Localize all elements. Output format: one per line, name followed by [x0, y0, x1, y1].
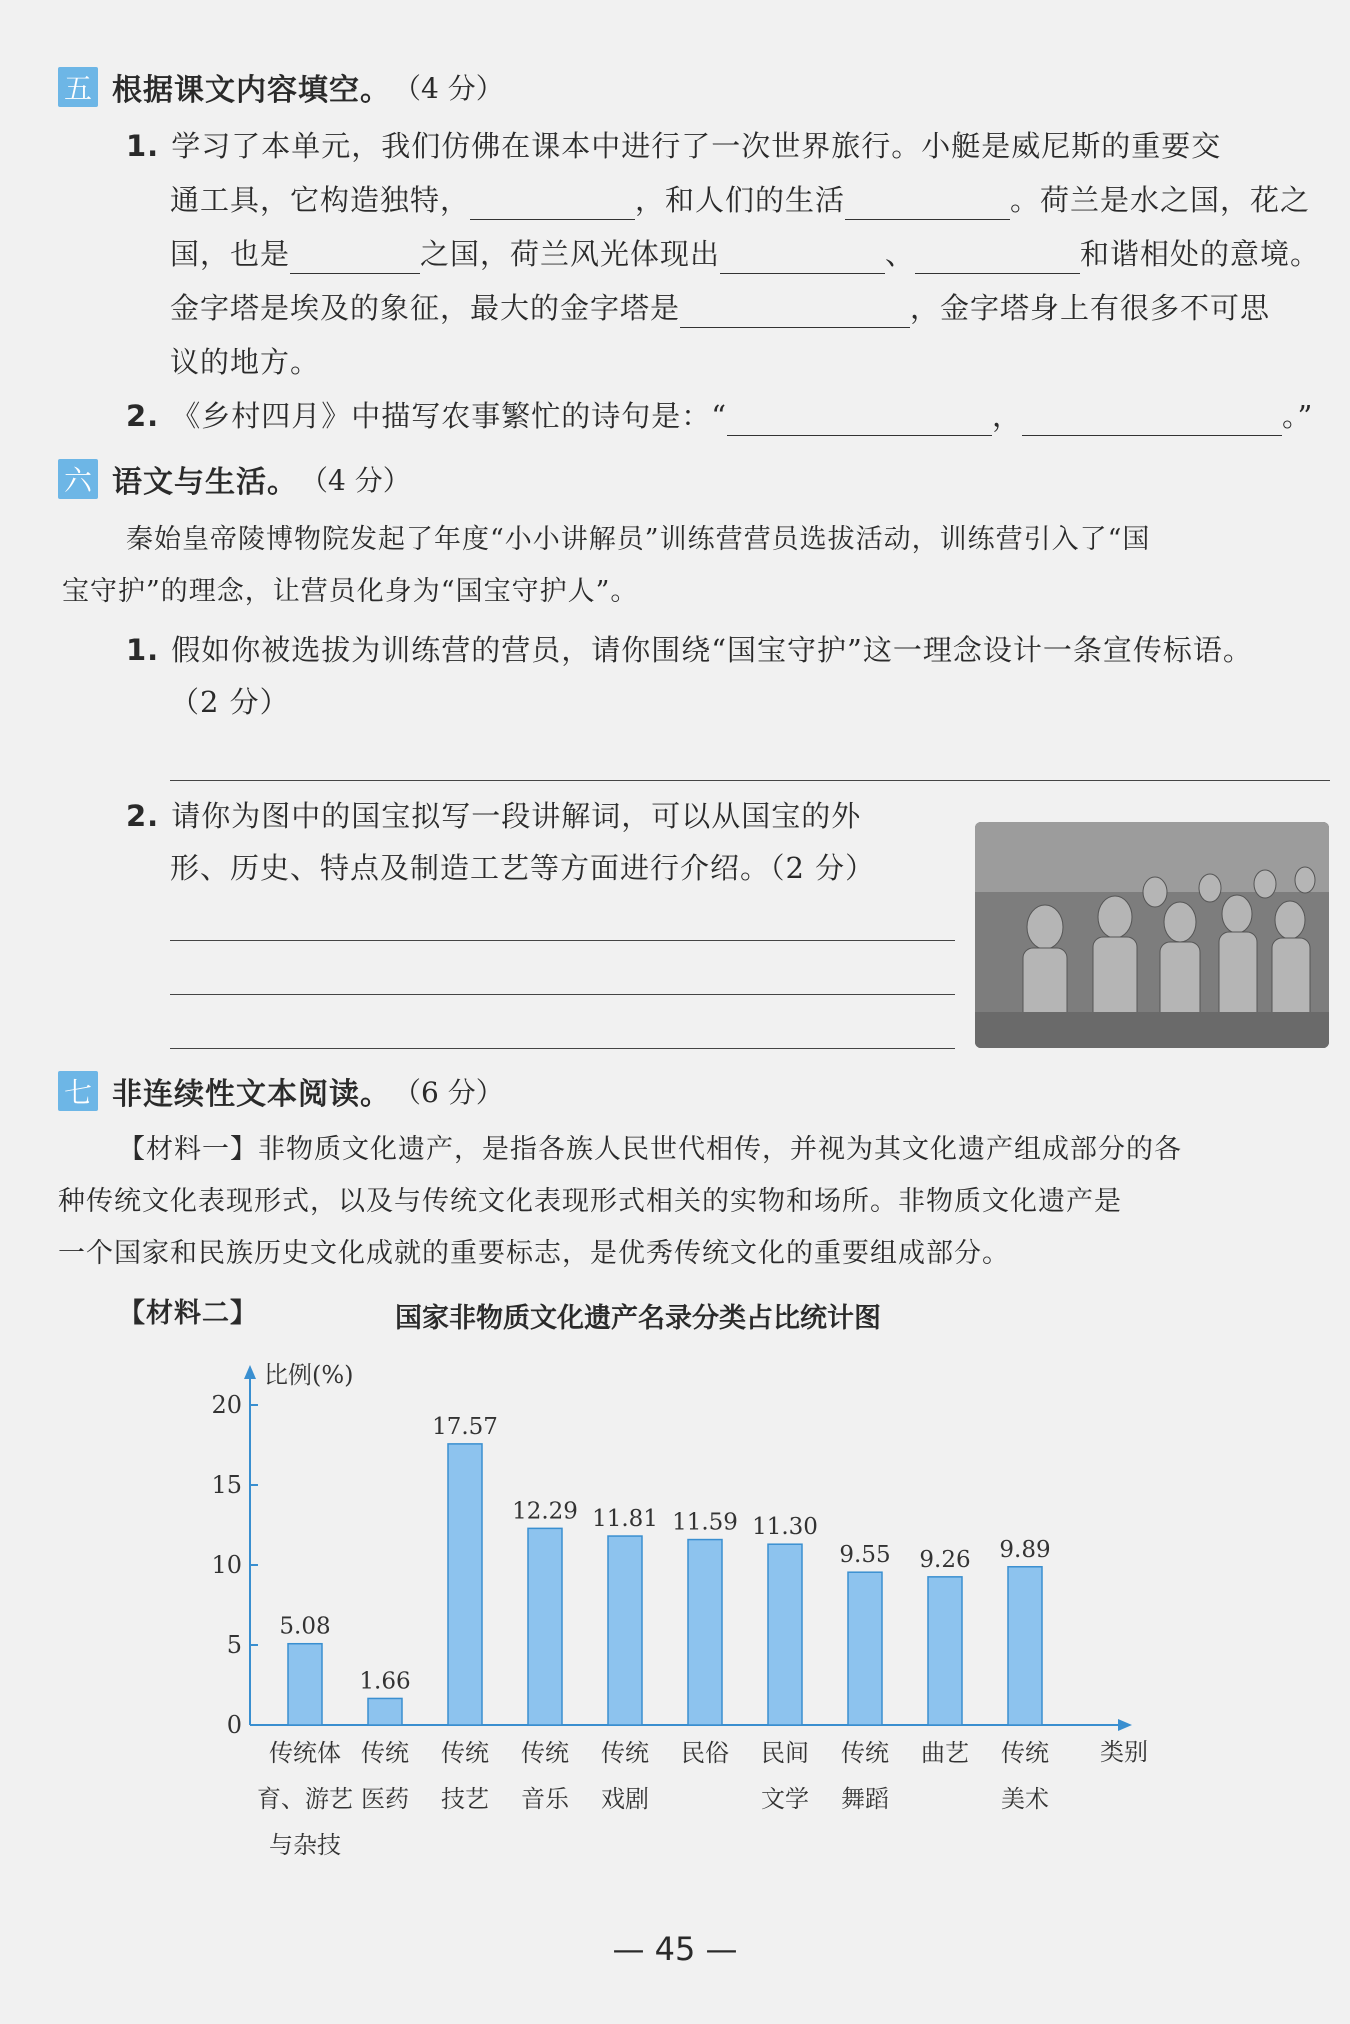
fill-blank[interactable] — [1022, 405, 1282, 436]
data-label: 11.30 — [752, 1514, 818, 1541]
category-label: 传统 — [361, 1739, 409, 1767]
s6-q1-text1: 假如你被选拔为训练营的营员，请你围绕“国宝守护”这一理念设计一条宣传标语。 — [171, 633, 1253, 667]
bar — [1008, 1567, 1042, 1725]
s6-q2-text1: 请你为图中的国宝拟写一段讲解词，可以从国宝的外 — [171, 799, 862, 833]
category-label: 戏剧 — [601, 1785, 649, 1813]
y-tick-label: 15 — [211, 1471, 242, 1499]
data-label: 9.55 — [839, 1542, 891, 1569]
y-tick-label: 0 — [226, 1711, 242, 1739]
section-5-header — [58, 64, 504, 110]
x-axis-label: 类别 — [1100, 1738, 1148, 1766]
category-label: 与杂技 — [269, 1831, 341, 1859]
category-label: 传统 — [841, 1739, 889, 1767]
bar — [448, 1444, 482, 1725]
section-7-badge: 七 — [58, 1071, 98, 1111]
category-label: 传统 — [1001, 1739, 1049, 1767]
data-label: 11.81 — [592, 1506, 658, 1533]
section-7-title: 非连续性文本阅读。 — [112, 1077, 391, 1112]
s5-q1-text3a: 国，也是 — [170, 237, 291, 271]
material1-line3: 一个国家和民族历史文化成就的重要标志，是优秀传统文化的重要组成部分。 — [58, 1238, 1010, 1269]
s5-q2-number: 2. — [126, 399, 160, 433]
category-label: 文学 — [761, 1785, 809, 1813]
s5-q1-text2a: 通工具，它构造独特， — [170, 183, 471, 217]
material2-label: 【材料二】 — [118, 1298, 258, 1329]
y-axis-label: 比例(%) — [264, 1361, 354, 1389]
s5-q1-number: 1. — [126, 129, 160, 163]
data-label: 17.57 — [432, 1413, 498, 1440]
s5-q1-text3b: 之国，荷兰风光体现出 — [420, 237, 721, 271]
y-tick-label: 5 — [226, 1631, 242, 1659]
s5-q2-text-a: 《乡村四月》中描写农事繁忙的诗句是：“ — [171, 399, 728, 433]
bar — [288, 1644, 322, 1725]
category-label: 医药 — [361, 1785, 409, 1813]
fill-blank[interactable] — [915, 243, 1080, 274]
terracotta-figures-illustration — [975, 822, 1329, 1048]
section-6-score: （4 分） — [300, 464, 411, 497]
s5-q1-line1 — [126, 126, 1221, 166]
s5-q1-text2c: 。荷兰是水之国，花之 — [1010, 183, 1311, 217]
bar — [528, 1528, 562, 1725]
bar — [768, 1544, 802, 1725]
section-6-badge: 六 — [58, 459, 98, 499]
chart-title: 国家非物质文化遗产名录分类占比统计图 — [395, 1303, 881, 1334]
s5-q1-text4a: 金字塔是埃及的象征，最大的金字塔是 — [170, 291, 681, 325]
category-label: 美术 — [1001, 1785, 1049, 1813]
bar — [928, 1577, 962, 1725]
s6-q1-line1 — [126, 630, 1253, 670]
page-number: — 45 — — [612, 1930, 738, 1968]
category-label: 民间 — [761, 1739, 809, 1767]
s5-q1-line4 — [170, 288, 1270, 328]
section-7-header — [58, 1068, 504, 1114]
section-7-score: （6 分） — [393, 1076, 504, 1109]
fill-blank[interactable] — [845, 189, 1010, 220]
terracotta-warriors-photo — [975, 822, 1329, 1048]
bar — [688, 1540, 722, 1725]
y-tick-label: 20 — [211, 1391, 242, 1419]
section-6-header — [58, 456, 411, 502]
fill-blank[interactable] — [680, 297, 910, 328]
s5-q2-text-b: ， — [992, 399, 1023, 433]
fill-blank[interactable] — [470, 189, 635, 220]
s5-q1-text3c: 、 — [885, 237, 916, 271]
material1-line2: 种传统文化表现形式，以及与传统文化表现形式相关的实物和场所。非物质文化遗产是 — [58, 1186, 1122, 1217]
s5-q1-text4b: ，金字塔身上有很多不可思 — [910, 291, 1271, 325]
data-label: 11.59 — [672, 1509, 738, 1536]
data-label: 9.89 — [999, 1536, 1051, 1563]
category-label: 传统体 — [269, 1739, 341, 1767]
data-label: 5.08 — [279, 1613, 331, 1640]
answer-line[interactable] — [170, 994, 955, 995]
s5-q1-text1: 学习了本单元，我们仿佛在课本中进行了一次世界旅行。小艇是威尼斯的重要交 — [171, 129, 1222, 163]
category-label: 民俗 — [681, 1739, 729, 1767]
s6-q1-line2: （2 分） — [170, 685, 290, 719]
answer-line[interactable] — [170, 780, 1330, 781]
answer-line[interactable] — [170, 940, 955, 941]
bar — [848, 1572, 882, 1725]
category-label: 育、游艺 — [257, 1785, 353, 1813]
category-label: 传统 — [441, 1739, 489, 1767]
data-label: 12.29 — [512, 1498, 578, 1525]
s6-q2-number: 2. — [126, 799, 160, 833]
answer-line[interactable] — [170, 1048, 955, 1049]
section-5-badge: 五 — [58, 67, 98, 107]
s5-q1-line2 — [170, 180, 1310, 220]
s5-q1-line5 — [170, 342, 320, 382]
fill-blank[interactable] — [720, 243, 885, 274]
category-label: 舞蹈 — [841, 1785, 889, 1813]
y-axis-arrow — [244, 1365, 256, 1379]
s6-q1-number: 1. — [126, 633, 160, 667]
s5-q1-line3 — [170, 234, 1320, 274]
category-label: 音乐 — [521, 1785, 569, 1813]
s5-q1-text2b: ，和人们的生活 — [635, 183, 846, 217]
s5-q2-line — [126, 396, 1313, 436]
category-label: 传统 — [521, 1739, 569, 1767]
s5-q2-text-c: 。” — [1282, 399, 1314, 433]
bar — [608, 1536, 642, 1725]
s6-q2-line1 — [126, 796, 861, 836]
fill-blank[interactable] — [290, 243, 420, 274]
category-label: 技艺 — [441, 1785, 489, 1813]
data-label: 9.26 — [919, 1546, 971, 1573]
s5-q1-text5: 议的地方。 — [170, 345, 321, 379]
x-axis-arrow — [1118, 1719, 1132, 1731]
bar-chart — [0, 1360, 1350, 1910]
bar — [368, 1698, 402, 1725]
s6-intro-line1: 秦始皇帝陵博物院发起了年度“小小讲解员”训练营营员选拔活动，训练营引入了“国 — [126, 524, 1151, 555]
section-6-title: 语文与生活。 — [112, 465, 298, 500]
data-label: 1.66 — [359, 1668, 411, 1695]
s6-intro-line2: 宝守护”的理念，让营员化身为“国宝守护人”。 — [62, 576, 639, 607]
s5-q1-text3d: 和谐相处的意境。 — [1080, 237, 1321, 271]
fill-blank[interactable] — [727, 405, 992, 436]
section-5-title: 根据课文内容填空。 — [112, 73, 391, 108]
section-5-score: （4 分） — [393, 72, 504, 105]
s6-q2-line2: 形、历史、特点及制造工艺等方面进行介绍。（2 分） — [170, 851, 876, 885]
category-label: 传统 — [601, 1739, 649, 1767]
category-label: 曲艺 — [921, 1739, 969, 1767]
material1-line1: 【材料一】非物质文化遗产，是指各族人民世代相传，并视为其文化遗产组成部分的各 — [118, 1134, 1182, 1165]
y-tick-label: 10 — [211, 1551, 242, 1579]
